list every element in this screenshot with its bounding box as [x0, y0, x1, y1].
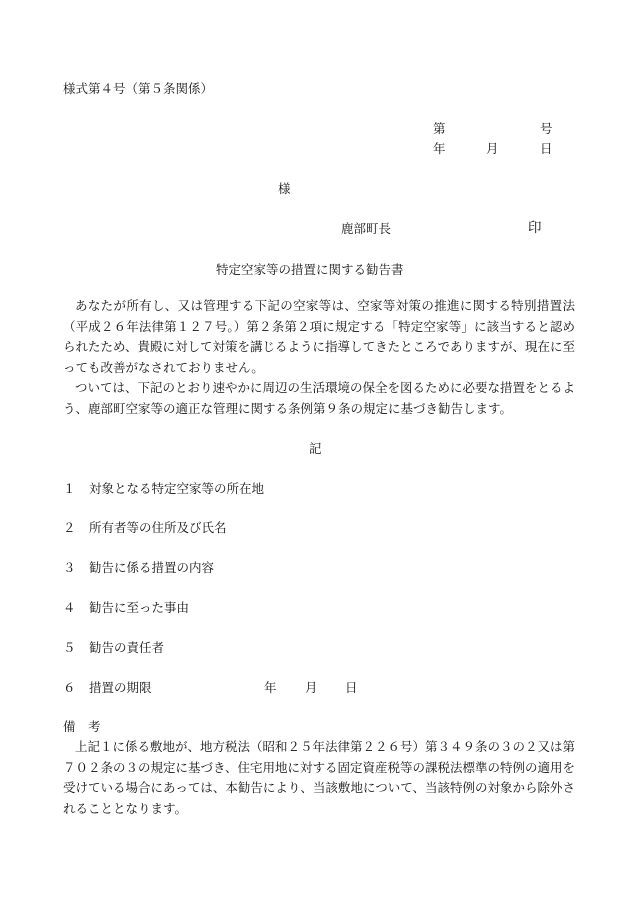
item-label: 勧告に係る措置の内容: [89, 560, 215, 575]
document-number-suffix: 号: [540, 121, 553, 136]
body-paragraph: あなたが所有し、又は管理する下記の空家等は、空家等対策の推進に関する特別措置法（平成２６年法律第１２７号。）第２条第２項に規定する「特定空家等」に該当すると認められたため、貴殿に対して対策を講じるように指導してきたところでありますが、現在に至っても改善がなされておりません。: [63, 298, 575, 375]
seal-mark: 印: [528, 220, 542, 236]
item-number: ５: [63, 640, 76, 655]
item-number: ４: [63, 600, 76, 615]
item-number: ２: [63, 520, 76, 535]
remarks-paragraph: 上記１に係る敷地が、地方税法（昭和２５年法律第２２６号）第３４９条の３の２又は第７０２条の３の規定に基づき、住宅用地に対する固定資産税等の課税法標準の特例の適用を受けている場合にあっては、本勧告により、当該敷地について、当該特例の対象から除外されることとなります。: [63, 739, 576, 816]
form-label: 様式第４号（第５条関係）: [63, 81, 214, 96]
document-title: 特定空家等の措置に関する勧告書: [216, 262, 404, 277]
body-text: [63, 296, 575, 419]
item-number: １: [63, 481, 76, 496]
list-item: [63, 560, 214, 576]
remarks-heading: 備 考: [63, 719, 101, 734]
list-item: [63, 680, 152, 696]
item-number: ３: [63, 560, 76, 575]
item-label: 勧告に至った事由: [89, 600, 190, 615]
remarks-text: [63, 737, 575, 819]
list-item: [63, 481, 264, 497]
item-label: 措置の期限: [89, 680, 152, 695]
body-paragraph: ついては、下記のとおり速やかに周辺の生活環境の保全を図るために必要な措置をとるよう、鹿部町空家等の適正な管理に関する条例第９条の規定に基づき勧告します。: [63, 380, 576, 416]
date-year: 年: [433, 141, 446, 156]
date-day: 日: [540, 141, 553, 156]
list-item: [63, 520, 227, 536]
item-label: 所有者等の住所及び氏名: [89, 520, 227, 535]
ki-heading: 記: [309, 441, 322, 456]
document-number-prefix: 第: [433, 121, 446, 136]
deadline-month: 月: [305, 680, 318, 695]
addressee-suffix: 様: [278, 181, 291, 196]
list-item: [63, 640, 164, 656]
deadline-year: 年: [264, 680, 277, 695]
date-month: 月: [486, 141, 499, 156]
item-label: 勧告の責任者: [89, 640, 165, 655]
list-item: [63, 600, 189, 616]
sender-name: 鹿部町長: [341, 221, 392, 236]
deadline-day: 日: [345, 680, 358, 695]
item-label: 対象となる特定空家等の所在地: [89, 481, 265, 496]
item-number: ６: [63, 680, 76, 695]
